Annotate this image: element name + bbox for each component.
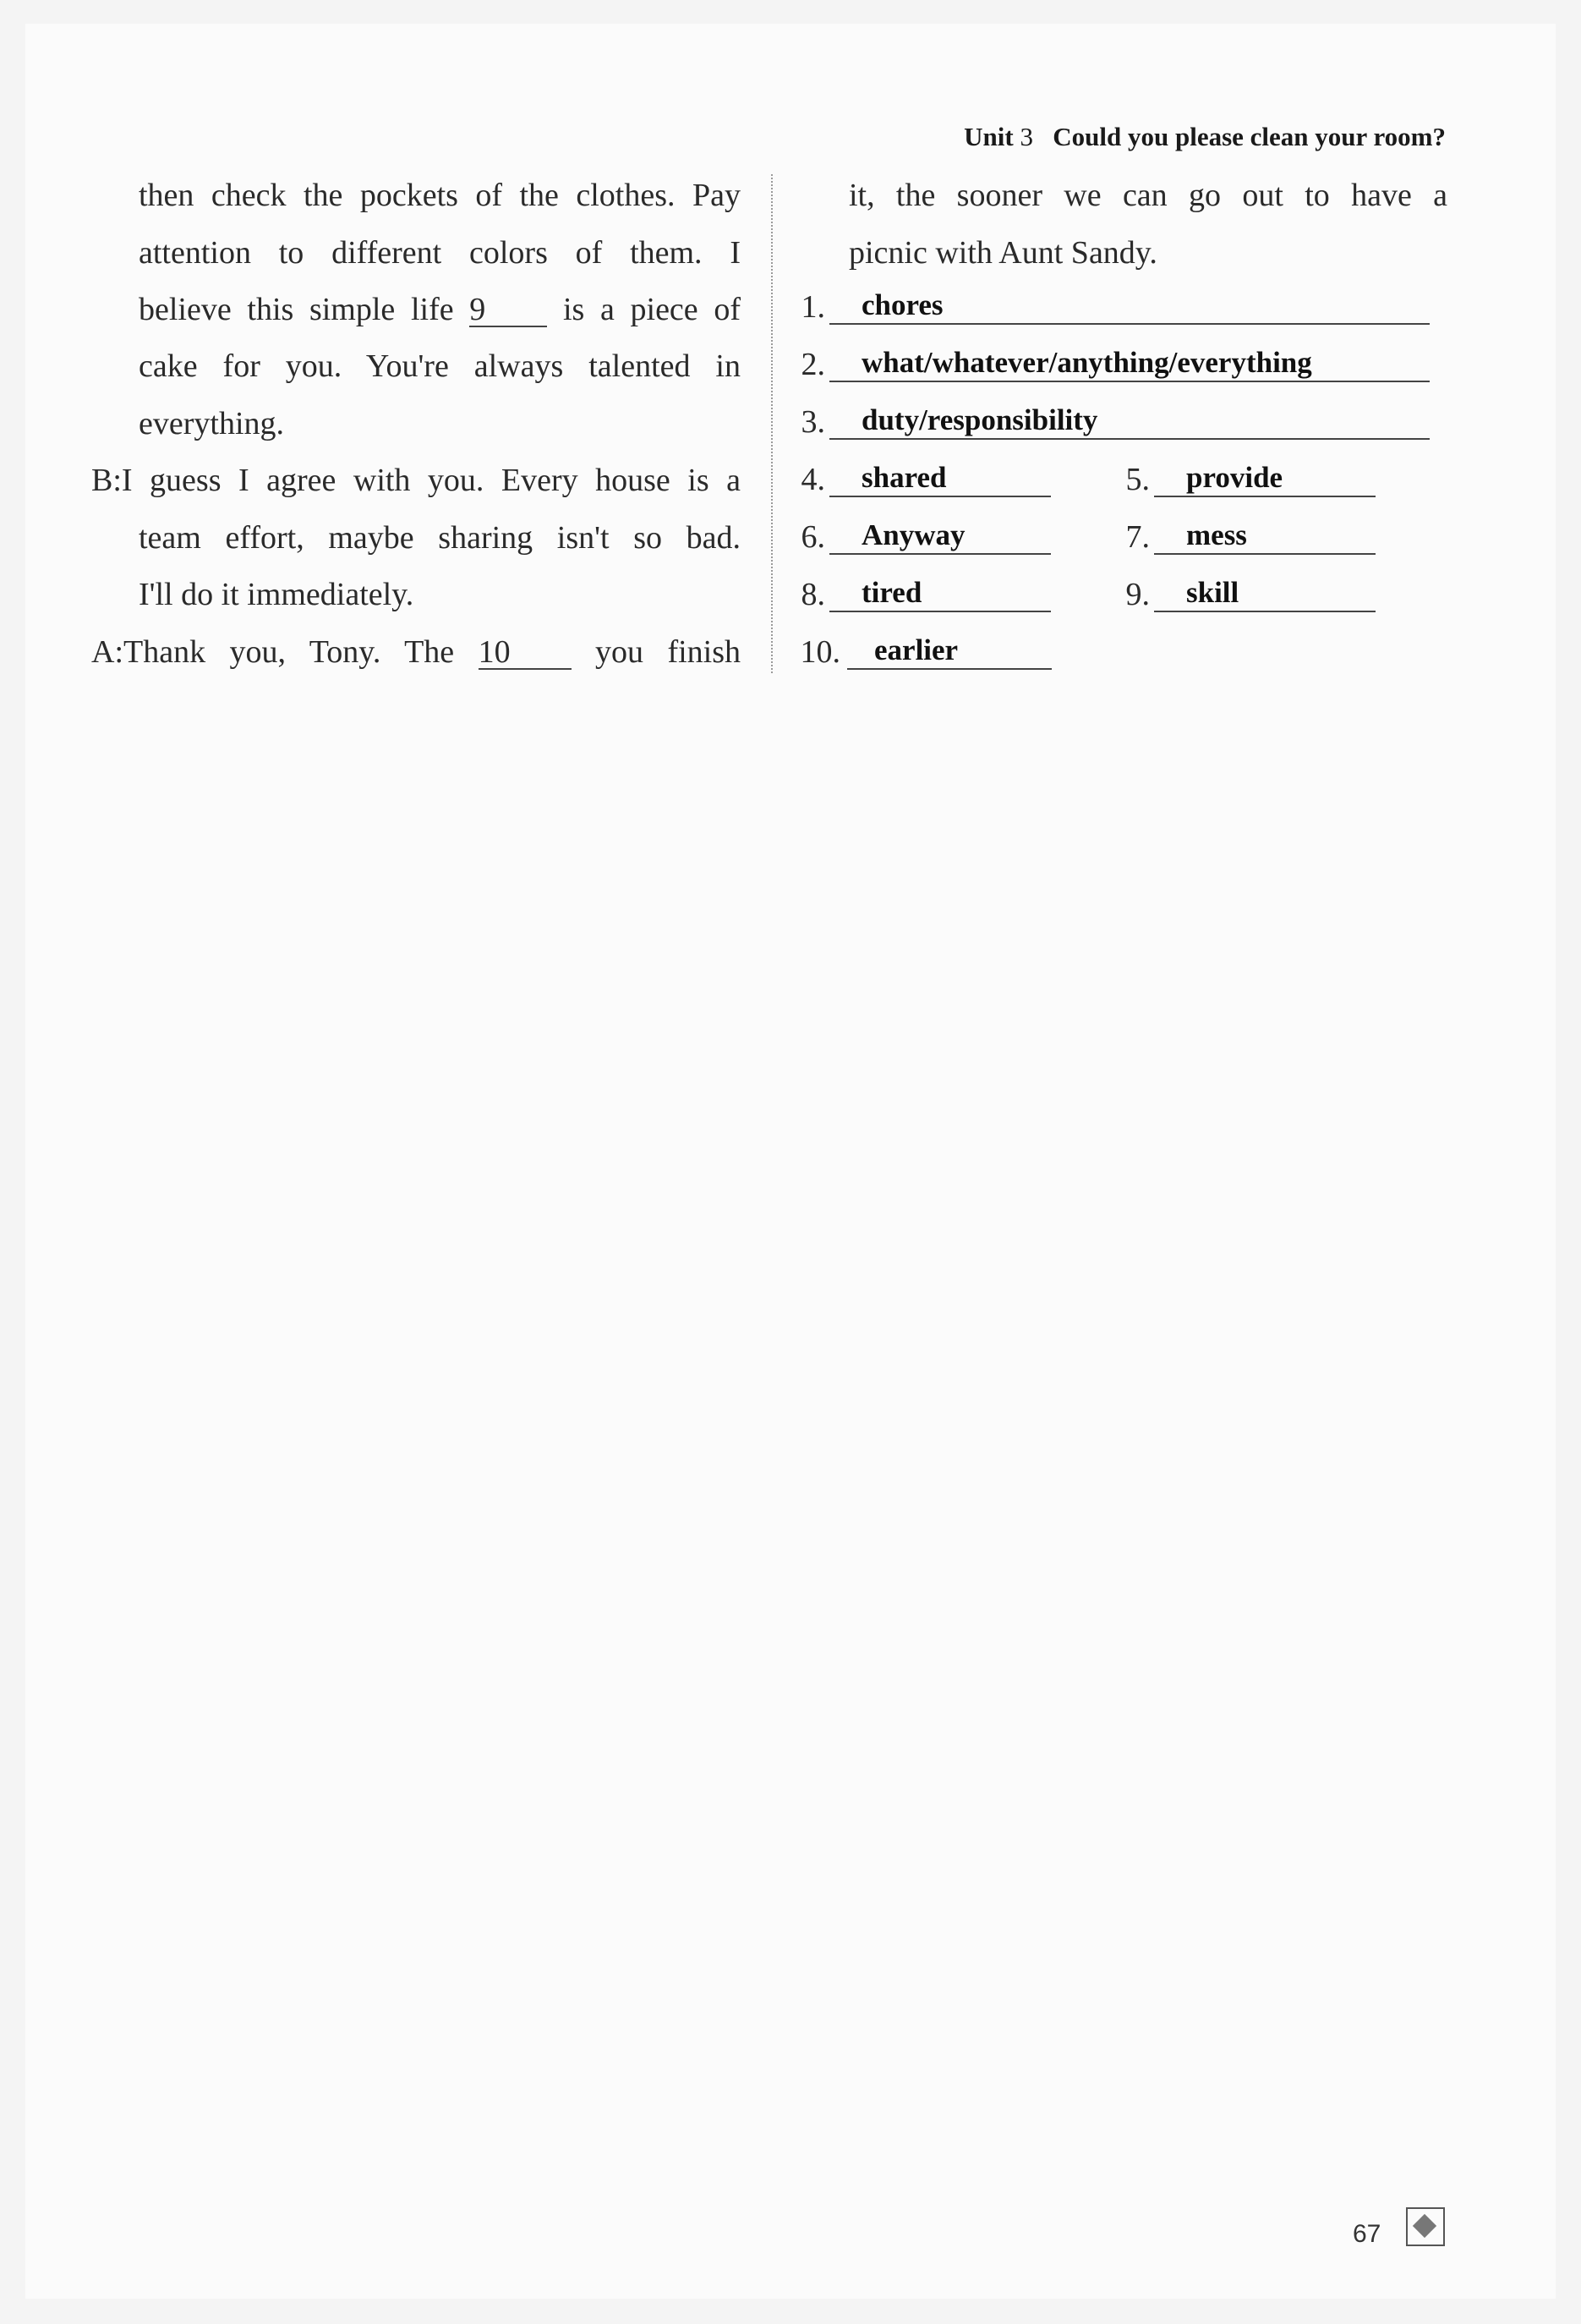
speaker-line — [91, 636, 741, 670]
text-fragment: is a piece of — [562, 292, 741, 327]
text-line: team effort, maybe sharing isn't so bad. — [139, 520, 741, 556]
answer-text: tired — [862, 576, 922, 609]
text-fragment: you finish — [595, 634, 741, 670]
answer-line — [1154, 519, 1376, 555]
text-line: cake for you. You're always talented in — [139, 348, 741, 384]
answer-line — [829, 404, 1430, 440]
diamond-box-icon — [1406, 2207, 1445, 2246]
text-line: I'll do it immediately. — [139, 577, 414, 612]
answer-text: shared — [862, 461, 947, 494]
answer-text: provide — [1186, 461, 1283, 494]
answer-line — [829, 462, 1051, 497]
answer-number: 4. — [801, 462, 825, 497]
page-number: 67 — [1353, 2220, 1381, 2248]
answer-line — [1154, 462, 1376, 497]
blank-9: 9 — [469, 293, 547, 327]
unit-title: Could you please clean your room? — [1053, 122, 1446, 151]
answer-text: duty/responsibility — [862, 403, 1098, 436]
text-line: everything. — [139, 406, 285, 441]
answer-line — [829, 519, 1051, 555]
answer-number: 9. — [1125, 577, 1150, 612]
text-line: picnic with Aunt Sandy. — [849, 235, 1157, 271]
answer-line — [829, 347, 1430, 382]
answer-line — [829, 289, 1430, 325]
answer-number: 1. — [801, 289, 825, 325]
diamond-icon — [1413, 2214, 1436, 2238]
text-line: it, the sooner we can go out to have a — [849, 178, 1447, 213]
answer-number: 3. — [801, 404, 825, 440]
answer-line — [829, 577, 1051, 612]
text-line: then check the pockets of the clothes. Pay — [139, 178, 741, 213]
unit-header — [964, 122, 1446, 152]
answer-number: 6. — [801, 519, 825, 555]
speaker-line: B:I guess I agree with you. Every house is a — [91, 463, 741, 498]
answer-text: skill — [1186, 576, 1239, 609]
unit-label: Unit — [964, 122, 1014, 151]
answer-number: 7. — [1125, 519, 1150, 555]
text-line: attention to different colors of them. I — [139, 235, 741, 271]
answer-line — [1154, 577, 1376, 612]
column-divider — [771, 174, 773, 673]
answer-text: earlier — [874, 633, 959, 666]
answer-line — [847, 634, 1052, 670]
text-fragment: believe this simple life — [139, 292, 454, 327]
answer-text: chores — [862, 288, 944, 321]
text-fragment: A:Thank you, Tony. The — [91, 634, 455, 670]
blank-10: 10 — [479, 636, 572, 670]
text-line — [139, 293, 741, 327]
answer-number: 10. — [800, 634, 840, 670]
unit-number: 3 — [1020, 122, 1033, 151]
answer-number: 8. — [801, 577, 825, 612]
answer-number: 5. — [1125, 462, 1150, 497]
answer-text: what/whatever/anything/everything — [862, 346, 1312, 379]
answer-text: mess — [1186, 518, 1247, 551]
answer-number: 2. — [801, 347, 825, 382]
answer-text: Anyway — [862, 518, 966, 551]
